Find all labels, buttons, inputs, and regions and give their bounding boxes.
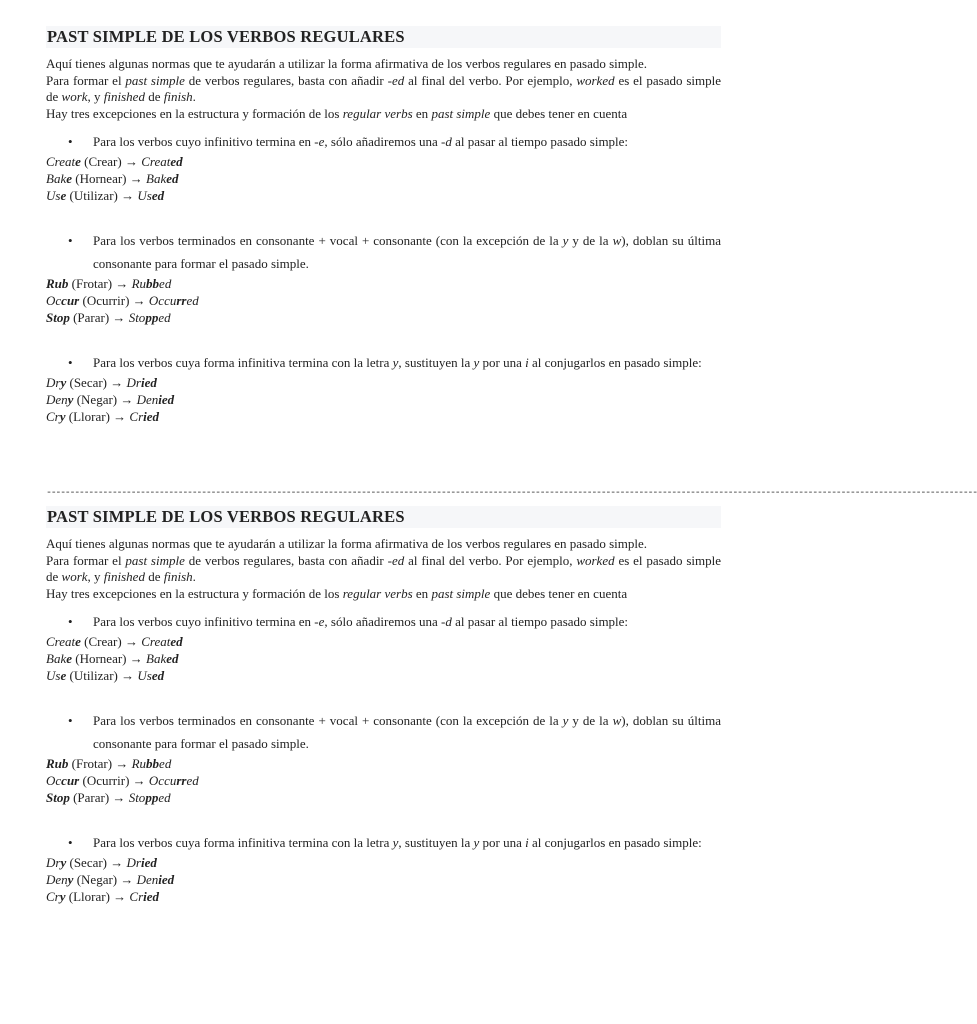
text-run: ed <box>391 552 405 568</box>
text-run: ed <box>159 756 172 771</box>
text-run: Creat <box>46 634 76 649</box>
text-run: y <box>59 889 66 904</box>
text-run: Bak <box>146 171 167 186</box>
text-run: finish <box>163 569 193 584</box>
text-run: finish <box>163 89 193 104</box>
text-run: w <box>612 713 622 728</box>
text-run: Us <box>46 188 61 203</box>
text-run: (Parar) → <box>69 310 129 325</box>
section <box>46 26 721 425</box>
text-run: Bak <box>46 651 67 666</box>
example-line <box>46 170 721 187</box>
example-line <box>46 187 721 204</box>
text-run: y <box>562 233 569 248</box>
intro-paragraph <box>46 553 721 586</box>
text-run: Aquí tienes algunas normas que te ayudarán a utilizar la forma afirmativa de los verbos regulares en pasado simple. <box>46 536 648 551</box>
text-run: al conjugarlos en pasado simple: <box>528 835 702 850</box>
text-run: (Parar) → <box>69 790 129 805</box>
text-run: Us <box>46 668 61 683</box>
text-run: Ru <box>131 276 147 291</box>
text-run: regular verbs <box>342 105 413 121</box>
text-run: past simple <box>125 552 185 568</box>
text-run: i <box>525 355 529 370</box>
text-run: w <box>612 233 622 248</box>
text-run: ed <box>166 651 179 666</box>
rules-list <box>46 610 721 905</box>
text-run: en <box>412 105 432 121</box>
text-run: ), doblan su última consonante para formar el pasado simple. <box>93 713 721 751</box>
text-run: al conjugarlos en pasado simple: <box>528 355 702 370</box>
examples-list <box>46 153 721 204</box>
text-run: Para formar el <box>46 552 126 568</box>
text-run: i <box>525 835 529 850</box>
text-run: y <box>60 855 67 870</box>
text-run: e <box>75 154 81 169</box>
spacer <box>46 806 721 823</box>
text-run: e <box>60 668 67 683</box>
intro-paragraph <box>46 536 721 553</box>
examples-list <box>46 374 721 425</box>
example-line <box>46 755 721 772</box>
text-run: de <box>144 569 164 584</box>
text-run: (Secar) → <box>66 855 127 870</box>
text-run: ed <box>170 154 183 169</box>
text-run: work <box>61 89 88 104</box>
text-run: Hay tres excepciones en la estructura y formación de los <box>46 105 343 121</box>
example-line <box>46 153 721 170</box>
text-run: e <box>66 171 72 186</box>
text-run: Cr <box>46 889 60 904</box>
text-run: regular verbs <box>342 585 413 601</box>
section <box>46 506 721 905</box>
text-run: ied <box>143 409 160 424</box>
intro-paragraph <box>46 73 721 106</box>
text-run: Creat <box>141 634 171 649</box>
text-run: y <box>60 375 67 390</box>
text-run: Para los verbos terminados en consonante + vocal + consonante (con la excepción de la <box>93 233 563 248</box>
text-run: Cr <box>46 409 60 424</box>
text-run: cur <box>61 773 80 788</box>
text-run: rr <box>176 293 187 308</box>
text-run: Occu <box>148 293 177 308</box>
example-line <box>46 275 721 292</box>
text-run: ed <box>166 171 179 186</box>
text-run: worked <box>576 72 615 88</box>
examples-list <box>46 275 721 326</box>
text-run: ), doblan su última consonante para formar el pasado simple. <box>93 233 721 271</box>
text-run: (Secar) → <box>66 375 127 390</box>
text-run: pp <box>145 790 159 805</box>
bullet-icon: • <box>68 614 73 629</box>
text-run: Para los verbos cuyo infinitivo termina en - <box>93 614 319 629</box>
text-run: ed <box>151 668 165 683</box>
text-run: , sólo añadiremos una - <box>324 614 446 629</box>
text-run: Occu <box>148 773 177 788</box>
text-run: al pasar al tiempo pasado simple: <box>451 134 629 149</box>
text-run: (Hornear) → <box>72 171 146 186</box>
text-run: y de la <box>568 713 613 728</box>
example-line <box>46 374 721 391</box>
example-line <box>46 871 721 888</box>
text-run: y <box>473 835 480 850</box>
text-run: (Ocurrir) → <box>79 293 149 308</box>
text-run: Cr <box>129 889 144 904</box>
text-run: y <box>392 355 399 370</box>
text-run: Den <box>136 872 159 887</box>
text-run: y de la <box>568 233 613 248</box>
text-run: , sustituyen la <box>398 835 474 850</box>
text-run: ed <box>151 188 165 203</box>
text-run: Sto <box>128 790 146 805</box>
text-run: Us <box>137 188 152 203</box>
text-run: es el pasado simple de <box>46 72 721 104</box>
text-run: es el pasado simple de <box>46 552 721 584</box>
text-run: Stop <box>46 790 70 805</box>
text-run: rr <box>176 773 187 788</box>
text-run: Den <box>136 392 159 407</box>
intro <box>46 536 721 602</box>
example-line <box>46 391 721 408</box>
example-line <box>46 772 721 789</box>
text-run: . <box>192 89 196 104</box>
text-run: . <box>192 569 196 584</box>
text-run: ied <box>140 375 157 390</box>
text-run: en <box>412 585 432 601</box>
spacer <box>46 204 721 221</box>
text-run: past simple <box>431 105 491 121</box>
text-run: Bak <box>146 651 167 666</box>
example-line <box>46 888 721 905</box>
example-line <box>46 854 721 871</box>
intro-paragraph <box>46 586 721 603</box>
text-run: Oc <box>46 293 62 308</box>
bullet-icon: • <box>68 233 73 248</box>
text-run: Creat <box>46 154 76 169</box>
text-run: ied <box>140 855 157 870</box>
text-run: y <box>562 713 569 728</box>
text-run: que debes tener en cuenta <box>490 105 628 121</box>
text-run: ed <box>186 293 199 308</box>
text-run: (Crear) → <box>80 634 142 649</box>
text-run: Sto <box>128 310 146 325</box>
text-run: Hay tres excepciones en la estructura y formación de los <box>46 585 343 601</box>
text-run: de verbos regulares, basta con añadir - <box>184 552 392 568</box>
example-line <box>46 292 721 309</box>
text-run: e <box>66 651 72 666</box>
text-run: (Llorar) → <box>65 409 130 424</box>
text-run: work <box>61 569 88 584</box>
rule-bullet-item <box>46 229 721 275</box>
text-run: (Crear) → <box>80 154 142 169</box>
text-run: Creat <box>141 154 171 169</box>
bullet-icon: • <box>68 134 73 149</box>
text-run: de verbos regulares, basta con añadir - <box>184 72 392 88</box>
bullet-icon: • <box>68 713 73 728</box>
text-run: ied <box>143 889 160 904</box>
text-run: Us <box>137 668 152 683</box>
text-run: por una <box>479 355 526 370</box>
rule-bullet-item <box>46 351 721 374</box>
text-run: , sólo añadiremos una - <box>324 134 446 149</box>
rule-bullet-item <box>46 709 721 755</box>
text-run: Para formar el <box>46 72 126 88</box>
text-run: ed <box>159 276 172 291</box>
text-run: , y <box>87 89 104 104</box>
text-run: past simple <box>125 72 185 88</box>
text-run: (Utilizar) → <box>66 668 138 683</box>
text-run: Bak <box>46 171 67 186</box>
text-run: Cr <box>129 409 144 424</box>
section-title: PAST SIMPLE DE LOS VERBOS REGULARES <box>47 27 405 46</box>
title-bar <box>46 506 721 528</box>
text-run: (Negar) → <box>73 392 137 407</box>
text-run: Oc <box>46 773 62 788</box>
text-run: Ru <box>131 756 147 771</box>
spacer <box>46 684 721 701</box>
text-run: finished <box>103 89 145 104</box>
text-run: cur <box>61 293 80 308</box>
example-line <box>46 633 721 650</box>
text-run: (Hornear) → <box>72 651 146 666</box>
spacer <box>46 326 721 343</box>
text-run: Rub <box>46 756 69 771</box>
text-run: Dr <box>126 375 141 390</box>
examples-list <box>46 854 721 905</box>
text-run: de <box>144 89 164 104</box>
text-run: Para los verbos terminados en consonante + vocal + consonante (con la excepción de la <box>93 713 563 728</box>
text-run: Dr <box>46 375 61 390</box>
bullet-icon: • <box>68 355 73 370</box>
intro-paragraph <box>46 56 721 73</box>
text-run: d <box>445 134 452 149</box>
example-line <box>46 408 721 425</box>
text-run: al final del verbo. Por ejemplo, <box>404 552 577 568</box>
example-line <box>46 309 721 326</box>
examples-list <box>46 755 721 806</box>
text-run: y <box>67 872 74 887</box>
text-run: bb <box>146 756 160 771</box>
text-run: e <box>60 188 67 203</box>
rule-bullet-item <box>46 610 721 633</box>
text-run: ed <box>391 72 405 88</box>
text-run: al pasar al tiempo pasado simple: <box>451 614 629 629</box>
example-line <box>46 667 721 684</box>
text-run: e <box>75 634 81 649</box>
example-line <box>46 789 721 806</box>
text-run: Dr <box>46 855 61 870</box>
text-run: ed <box>170 634 183 649</box>
text-run: Para los verbos cuya forma infinitiva termina con la letra <box>93 355 393 370</box>
text-run: , sustituyen la <box>398 355 474 370</box>
text-run: (Negar) → <box>73 872 137 887</box>
text-run: d <box>445 614 452 629</box>
text-run: y <box>67 392 74 407</box>
rules-list <box>46 130 721 425</box>
text-run: al final del verbo. Por ejemplo, <box>404 72 577 88</box>
text-run: Para los verbos cuya forma infinitiva termina con la letra <box>93 835 393 850</box>
text-run: (Frotar) → <box>68 756 132 771</box>
rule-bullet-item <box>46 831 721 854</box>
intro-paragraph <box>46 106 721 123</box>
text-run: bb <box>146 276 160 291</box>
text-run: finished <box>103 569 145 584</box>
text-run: e <box>318 614 325 629</box>
text-run: y <box>392 835 399 850</box>
text-run: Stop <box>46 310 70 325</box>
divider-line: ------------------------------------------------------------------------------------------------------------------------------------------------------------------------------------------------------ <box>46 488 977 499</box>
text-run: ied <box>158 392 175 407</box>
text-run: por una <box>479 835 526 850</box>
text-run: ed <box>186 773 199 788</box>
title-bar <box>46 26 721 48</box>
text-run: que debes tener en cuenta <box>490 585 628 601</box>
text-run: Rub <box>46 276 69 291</box>
text-run: worked <box>576 552 615 568</box>
text-run: pp <box>145 310 159 325</box>
rule-bullet-item <box>46 130 721 153</box>
text-run: (Utilizar) → <box>66 188 138 203</box>
text-run: y <box>59 409 66 424</box>
text-run: (Frotar) → <box>68 276 132 291</box>
text-run: y <box>473 355 480 370</box>
text-run: Den <box>46 872 68 887</box>
text-run: , y <box>87 569 104 584</box>
intro <box>46 56 721 122</box>
text-run: e <box>318 134 325 149</box>
text-run: ed <box>158 310 171 325</box>
example-line <box>46 650 721 667</box>
text-run: ed <box>158 790 171 805</box>
text-run: Para los verbos cuyo infinitivo termina en - <box>93 134 319 149</box>
text-run: past simple <box>431 585 491 601</box>
text-run: (Llorar) → <box>65 889 130 904</box>
bullet-icon: • <box>68 835 73 850</box>
examples-list <box>46 633 721 684</box>
text-run: Dr <box>126 855 141 870</box>
text-run: Den <box>46 392 68 407</box>
text-run: Aquí tienes algunas normas que te ayudarán a utilizar la forma afirmativa de los verbos regulares en pasado simple. <box>46 56 648 71</box>
section-title: PAST SIMPLE DE LOS VERBOS REGULARES <box>47 507 405 526</box>
text-run: ied <box>158 872 175 887</box>
text-run: (Ocurrir) → <box>79 773 149 788</box>
